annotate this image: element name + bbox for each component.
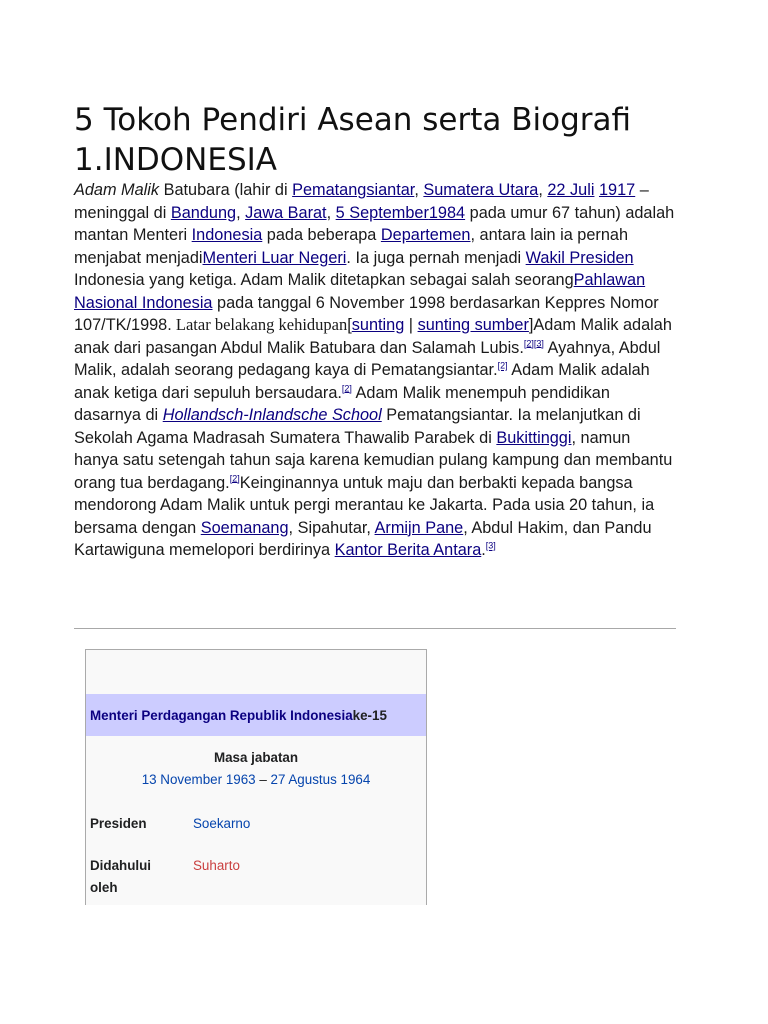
term-dates (86, 772, 426, 787)
presiden-value (193, 813, 250, 835)
link-1963[interactable]: 1963 (225, 772, 256, 787)
link-departemen[interactable]: Departemen (380, 226, 471, 244)
link-indonesia[interactable]: Indonesia (191, 226, 263, 244)
link-wakil-presiden[interactable]: Wakil Presiden (525, 248, 634, 267)
text: , Sipahutar, (288, 518, 375, 537)
link-bukittinggi[interactable]: Bukittinggi (496, 428, 572, 447)
text: . Ia juga pernah menjadi (346, 248, 526, 267)
infobox-office-header (86, 694, 426, 736)
text: . (481, 541, 486, 559)
link-1917[interactable]: 1917 (598, 181, 636, 199)
text: pada tanggal 6 November 1998 berdasarkan Keppres Nomor 107/TK/1998. (74, 293, 659, 334)
link-bandung[interactable]: Bandung (170, 203, 237, 222)
text: , (326, 203, 336, 222)
link-soekarno[interactable]: Soekarno (193, 816, 251, 831)
reference-link[interactable]: [2] (341, 383, 352, 394)
text: Adam Malik adalah anak ketiga dari sepuluh bersaudara. (74, 361, 650, 402)
edit-separator: | (404, 316, 418, 334)
title-line-1: 5 Tokoh Pendiri Asean serta Biografi (74, 102, 632, 138)
text: , namun hanya satu setengah tahun saja karena kemudian pulang kampung dan membantu orang tua berdagang. (74, 428, 673, 492)
reference-link[interactable]: [3] (533, 338, 544, 349)
article-body (74, 179, 678, 562)
link-soemanang[interactable]: Soemanang (200, 518, 289, 537)
link-jawa-barat[interactable]: Jawa Barat (245, 203, 327, 222)
link-27-agustus[interactable]: 27 Agustus (270, 772, 337, 787)
link-pematangsiantar[interactable]: Pematangsiantar (292, 181, 415, 199)
link-1984[interactable]: 1984 (428, 203, 466, 222)
reference-link[interactable]: [2] (497, 360, 508, 371)
link-1964[interactable]: 1964 (340, 772, 371, 787)
text: Adam Malik adalah anak dari pasangan Abdul Malik Batubara dan Salamah Lubis. (74, 316, 672, 357)
text: Keinginannya untuk maju dan berbakti kepada bangsa mendorong Adam Malik untuk pergi merantau ke Jakarta. Pada usia 20 tahun, ia bersama dengan (74, 473, 655, 537)
edit-link-sunting-sumber[interactable]: sunting sumber (417, 316, 529, 334)
infobox (85, 649, 427, 905)
office-suffix: ke-15 (352, 707, 387, 723)
masa-jabatan-label: Masa jabatan (213, 750, 299, 765)
link-armijn-pane[interactable]: Armijn Pane (374, 518, 464, 537)
reference-link[interactable]: [3] (485, 540, 496, 551)
text: , (414, 181, 424, 199)
text: Indonesia yang ketiga. Adam Malik ditetapkan sebagai salah seorang (74, 271, 574, 289)
text: , (236, 203, 246, 222)
link-5-september[interactable]: 5 September (335, 203, 429, 222)
link-suharto[interactable]: Suharto (193, 858, 240, 873)
link-hollandsch-inlandsche-school[interactable]: Hollandsch-Inlandsche School (162, 406, 382, 424)
text: , antara lain ia pernah menjabat menjadi (74, 226, 628, 267)
didahului-value (193, 855, 240, 877)
edit-bracket: ] (528, 316, 534, 334)
text: , (538, 181, 548, 199)
horizontal-divider (74, 628, 676, 629)
presiden-label: Presiden (90, 816, 147, 831)
link-kantor-berita-antara[interactable]: Kantor Berita Antara (334, 541, 482, 559)
text: Batubara (lahir di (159, 181, 293, 199)
title-line-2: 1.INDONESIA (74, 142, 277, 178)
text: pada beberapa (262, 226, 381, 244)
didahului-label (90, 855, 151, 899)
link-menteri-luar-negeri[interactable]: Menteri Luar Negeri (202, 248, 347, 267)
edit-bracket: [ (347, 316, 352, 334)
link-pahlawan-nasional[interactable]: Pahlawan Nasional Indonesia (74, 271, 646, 312)
text: Adam Malik menempuh pendidikan dasarnya di (74, 383, 610, 424)
didahului-label-line-2: oleh (90, 880, 118, 895)
page-title (74, 100, 631, 180)
didahului-label-line-1: Didahului (90, 858, 151, 873)
text: – meninggal di (74, 181, 649, 222)
reference-link[interactable]: [2] (523, 338, 534, 349)
subject-name: Adam Malik (74, 181, 160, 199)
section-heading-latar: Latar belakang kehidupan (171, 315, 348, 334)
link-menteri-perdagangan[interactable]: Menteri Perdagangan Republik Indonesia (90, 707, 353, 723)
text: pada umur 67 tahun) adalah mantan Menteri (74, 203, 675, 244)
link-22-juli[interactable]: 22 Juli (547, 181, 595, 199)
text: , Abdul Hakim, dan Pandu Kartawiguna memelopori berdirinya (74, 518, 652, 559)
edit-link-sunting[interactable]: sunting (351, 316, 405, 334)
date-dash: – (255, 772, 271, 787)
text: Ayahnya, Abdul Malik, adalah seorang pedagang kaya di Pematangsiantar. (74, 338, 661, 379)
reference-link[interactable]: [2] (229, 473, 240, 484)
link-sumatera-utara[interactable]: Sumatera Utara (423, 181, 539, 199)
text: Pematangsiantar. Ia melanjutkan di Sekolah Agama Madrasah Sumatera Thawalib Parabek di (74, 406, 641, 447)
link-13-november[interactable]: 13 November (141, 772, 223, 787)
